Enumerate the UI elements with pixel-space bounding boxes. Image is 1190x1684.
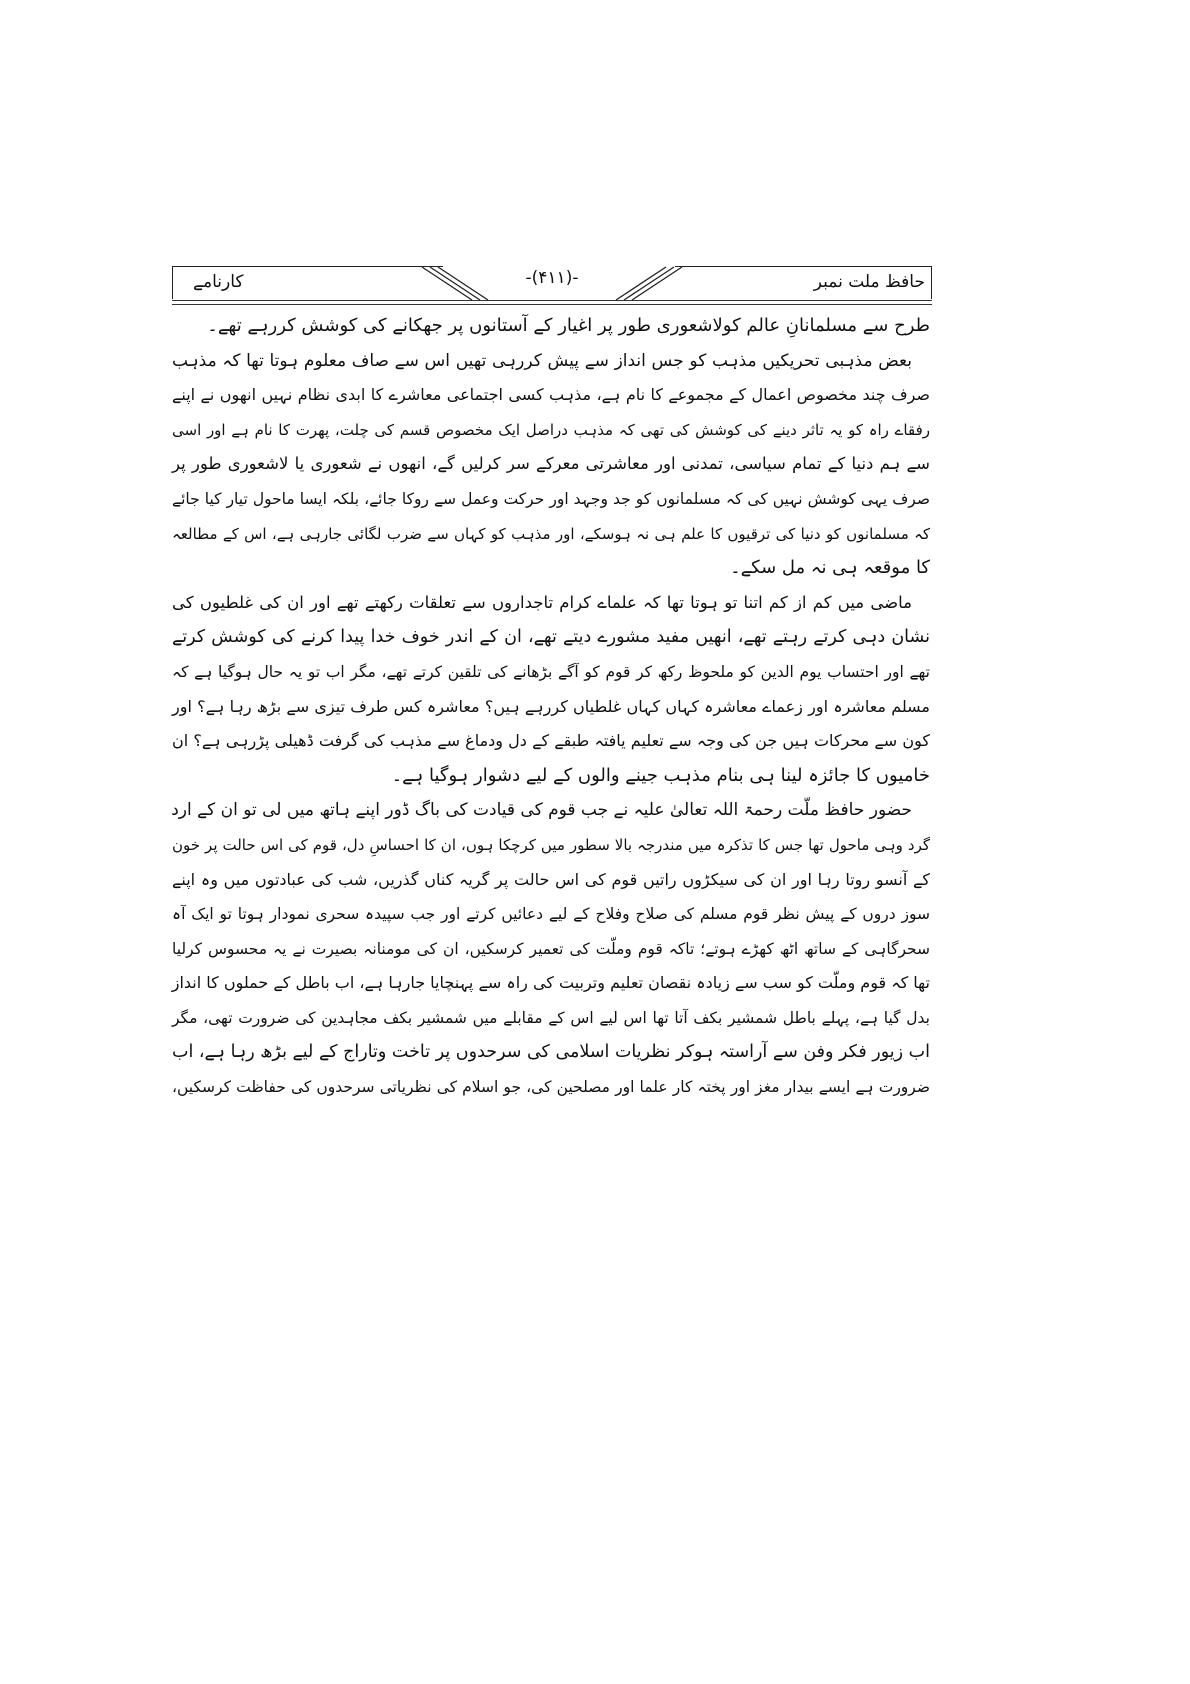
text-line: اب زیور فکر وفن سے آراستہ ہوکر نظریات اسلامی کی سرحدوں پر تاخت وتاراج کے لیے بڑھ رہا ہے، اب bbox=[172, 1042, 930, 1063]
text-line: سوز دروں کے پیش نظر قوم مسلم کی صلاح وفلاح کے لیے دعائیں کرتے اور جب سپیدہ سحری نمودار ہوتا تو ایک آہ bbox=[172, 905, 930, 924]
text-line: سحرگاہی کے ساتھ اٹھ کھڑے ہوتے؛ تاکہ قوم وملّت کی تعمیر کرسکیں، ان کی مومنانہ بصیرت نے یہ محسوس کرلیا bbox=[172, 939, 930, 958]
text-line: صرف یہی کوشش نہیں کی کہ مسلمانوں کو جد وجہد اور حرکت وعمل سے روکا جائے، بلکہ ایسا ماحول تیار کیا جائے bbox=[172, 489, 930, 508]
text-line: رفقاے راہ کو یہ تاثر دینے کی کوشش کی تھی کہ مذہب دراصل ایک مخصوص قسم کی چلت، پھرت کا نام ہے اور اسی bbox=[172, 420, 930, 439]
text-line: کہ مسلمانوں کو دنیا کی ترقیوں کا علم ہی نہ ہوسکے، اور مذہب کو کہاں سے ضرب لگائی جارہی ہے، اس کے مطالعہ bbox=[172, 524, 930, 543]
text-line: کے آنسو روتا رہا اور ان کی سیکڑوں راتیں قوم کی اس حالت پر گریہ کناں گذریں، شب کی عبادتوں میں وہ اپنے bbox=[172, 869, 930, 889]
header-rule bbox=[172, 300, 932, 301]
text-line: تھا کہ قوم وملّت کو سب سے زیادہ نقصان تعلیم وتربیت کی راہ سے پہنچایا جارہا ہے، اب باطل کے حملوں کا انداز bbox=[171, 973, 930, 993]
text-line: بعض مذہبی تحریکیں مذہب کو جس انداز سے پیش کررہی تھیں اس سے صاف معلوم ہوتا تھا کہ مذہب bbox=[172, 350, 912, 371]
text-line: طرح سے مسلمانانِ عالم کولاشعوری طور پر اغیار کے آستانوں پر جھکانے کی کوشش کررہے تھے۔ bbox=[207, 315, 930, 336]
text-line: کون سے محرکات ہیں جن کی وجہ سے تعلیم یافتہ طبقے کے دل ودماغ سے مذہب کی گرفت ڈھیلی پڑرہی ہے؟ ان bbox=[172, 731, 930, 751]
page-number: -(۴۱۱)- bbox=[525, 268, 579, 288]
header-right-title: حافظ ملت نمبر bbox=[675, 266, 932, 299]
text-line: ضرورت ہے ایسے بیدار مغز اور پختہ کار علما اور مصلحین کی، جو اسلام کی نظریاتی سرحدوں کی حفاظت کرسکیں، bbox=[172, 1078, 930, 1097]
text-line: ماضی میں کم از کم اتنا تو ہوتا تھا کہ علماے کرام تاجداروں سے تعلقات رکھتے تھے اور ان کی غلطیوں کی bbox=[172, 592, 912, 612]
text-line: نشان دہی کرتے رہتے تھے، انھیں مفید مشورے دیتے تھے، ان کے اندر خوف خدا پیدا کرنے کی کوشش کرتے bbox=[172, 627, 930, 648]
page-header bbox=[172, 266, 932, 302]
header-left-title: کارنامے bbox=[172, 266, 443, 299]
text-line: تھے اور احتساب یوم الدین کو ملحوظ رکھ کر قوم کو آگے بڑھانے کی تلقین کرتے تھے، مگر اب تو یہ حال ہوگیا ہے کہ bbox=[172, 662, 930, 681]
header-rule bbox=[172, 304, 932, 305]
text-line: گرد وہی ماحول تھا جس کا تذکرہ میں مندرجہ بالا سطور میں کرچکا ہوں، ان کا احساسِ دل، قوم کی اس حالت پر خون bbox=[172, 835, 930, 854]
text-line: بدل گیا ہے، پہلے باطل شمشیر بکف آتا تھا اس لیے اس کے مقابلے میں شمشیر بکف مجاہدین کی ضرورت تھی، مگر bbox=[172, 1008, 930, 1027]
text-line: مسلم معاشرہ اور زعماے معاشرہ کہاں کہاں غلطیاں کررہے ہیں؟ معاشرہ کس طرف تیزی سے بڑھ رہا ہے؟ اور bbox=[172, 696, 930, 716]
text-line: خامیوں کا جائزہ لینا ہی بنام مذہب جینے والوں کے لیے دشوار ہوگیا ہے۔ bbox=[391, 764, 930, 786]
text-line: کا موقعہ ہی نہ مل سکے۔ bbox=[730, 557, 930, 579]
text-line: سے ہم دنیا کے تمام سیاسی، تمدنی اور معاشرتی معرکے سر کرلیں گے، انھوں نے شعوری یا لاشعوری طور پر bbox=[172, 454, 930, 474]
text-line: حضور حافظ ملّت رحمۃ اللہ تعالیٰ علیہ نے جب قوم کی قیادت کی باگ ڈور اپنے ہاتھ میں لی تو ان کے ارد bbox=[171, 800, 912, 821]
text-line: صرف چند مخصوص اعمال کے مجموعے کا نام ہے، مذہب کسی اجتماعی معاشرے کا ابدی نظام نہیں انھوں نے اپنے bbox=[172, 385, 930, 405]
page-body bbox=[172, 309, 930, 1105]
